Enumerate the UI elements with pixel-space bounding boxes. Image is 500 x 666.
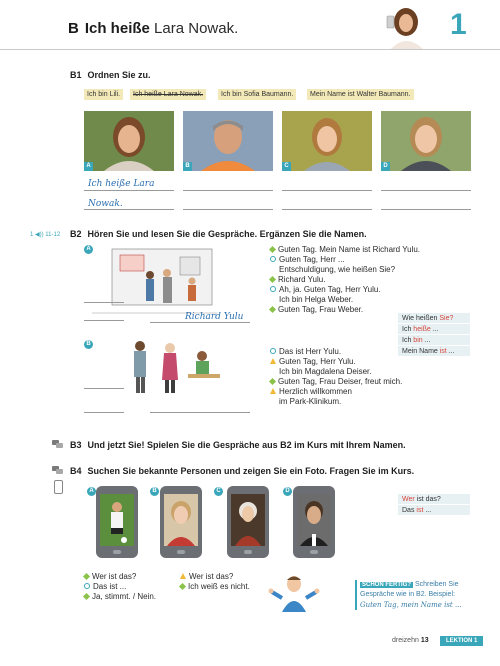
exercise-b2-heading [70, 229, 367, 239]
diamond-marker-icon [179, 583, 186, 590]
tip-row: Ich heiße ... [398, 324, 470, 335]
grammar-tip-box [398, 494, 470, 516]
answer-line[interactable] [150, 322, 250, 323]
handwritten-answer-line-2: Nowak. [88, 199, 123, 209]
phone-home-button [113, 550, 121, 554]
exercise-number: B4 [70, 466, 82, 476]
answer-line[interactable] [84, 412, 124, 413]
page-footer [392, 637, 429, 644]
photo-woman [381, 111, 471, 171]
photo-label-c: C [282, 162, 291, 171]
phone-photo-actor [293, 486, 335, 558]
illustration-handshake [100, 334, 230, 396]
tip-row: Mein Name ist ... [398, 346, 470, 357]
schon-fertig-example: Guten Tag, mein Name ist ... [360, 601, 462, 609]
illustration-label-b: B [84, 340, 93, 349]
triangle-marker-icon [180, 573, 186, 579]
phone-photo-politician [160, 486, 202, 558]
answer-line[interactable] [282, 190, 372, 191]
phone-label-d: D [283, 487, 292, 496]
phone-label-a: A [87, 487, 96, 496]
cartoon-confused-man [268, 572, 320, 612]
dialog-line: Das ist Herr Yulu. [270, 347, 402, 357]
politician-photo [164, 494, 198, 546]
ring-marker-icon [270, 256, 276, 262]
dialog-a [270, 245, 420, 315]
answer-line[interactable] [381, 209, 471, 210]
dialog-b [270, 347, 402, 407]
ring-marker-icon [270, 348, 276, 354]
answer-line[interactable] [381, 190, 471, 191]
triangle-marker-icon [270, 358, 276, 364]
dialog-line: Richard Yulu. [270, 275, 420, 285]
word-chip: Ich bin Sofia Baumann. [218, 89, 296, 100]
ring-marker-icon [84, 583, 90, 589]
dialog-line: Guten Tag, Frau Deiser, freut mich. [270, 377, 402, 387]
dialog-line: Guten Tag, Herr ... [270, 255, 420, 265]
photo-label-d: D [381, 162, 390, 171]
dialog-line: Ah, ja. Guten Tag, Herr Yulu. [270, 285, 420, 295]
exercise-instruction: Suchen Sie bekannte Personen und zeigen Sie ein Foto. Fragen Sie im Kurs. [87, 466, 415, 476]
answer-line[interactable] [282, 209, 372, 210]
tip-row: Wie heißen Sie? [398, 313, 470, 324]
footballer-photo [100, 494, 134, 546]
exercise-instruction: Hören Sie und lesen Sie die Gespräche. Ergänzen Sie die Namen. [87, 229, 367, 239]
photo-young-woman [84, 111, 174, 171]
answer-line[interactable] [84, 190, 174, 191]
diamond-marker-icon [269, 306, 276, 313]
triangle-marker-icon [270, 388, 276, 394]
dialog-b4-right [180, 572, 250, 592]
phone-photo-footballer [96, 486, 138, 558]
photo-older-man [183, 111, 273, 171]
dialog-line: Das ist ... [84, 582, 156, 592]
exercise-b3-heading [70, 440, 406, 450]
word-chip: Ich heiße Lara Nowak. [130, 89, 206, 100]
exercise-number: B1 [70, 70, 82, 80]
answer-line[interactable] [183, 190, 273, 191]
tip-row: Wer ist das? [398, 494, 470, 505]
exercise-number: B2 [70, 229, 82, 239]
exercise-instruction: Ordnen Sie zu. [87, 70, 151, 80]
dialog-line: Entschuldigung, wie heißen Sie? [279, 265, 396, 274]
diamond-marker-icon [269, 246, 276, 253]
dialog-line: Guten Tag, Frau Weber. [270, 305, 420, 315]
dialog-line: Wer ist das? [180, 572, 250, 582]
lesson-tab: LEKTION 1 [440, 636, 483, 646]
illustration-label-a: A [84, 245, 93, 254]
composer-photo [231, 494, 265, 546]
answer-line[interactable] [84, 209, 174, 210]
title-light: Lara Nowak. [154, 20, 239, 37]
header-divider [0, 49, 500, 50]
phone-photo-composer [227, 486, 269, 558]
dialog-line: Guten Tag. Mein Name ist Richard Yulu. [270, 245, 420, 255]
diamond-marker-icon [83, 573, 90, 580]
exercise-instruction: Und jetzt Sie! Spielen Sie die Gespräche aus B2 im Kurs mit Ihrem Namen. [87, 440, 406, 450]
exercise-number: B3 [70, 440, 82, 450]
phone-home-button [310, 550, 318, 554]
photo-girl [282, 111, 372, 171]
dialog-line: im Park-Klinikum. [279, 397, 342, 406]
page-number: 13 [420, 637, 429, 644]
dialog-b4-left [84, 572, 156, 602]
answer-line[interactable] [84, 320, 124, 321]
audio-track-icon[interactable]: 1 ◀)) 11-12 [30, 232, 61, 238]
page-word: dreizehn [392, 637, 419, 644]
photo-label-a: A [84, 162, 93, 171]
phone-label-c: C [214, 487, 223, 496]
diamond-marker-icon [269, 276, 276, 283]
tip-row: Ich bin ... [398, 335, 470, 346]
grammar-tip-box [398, 313, 470, 357]
speech-bubbles-icon [52, 466, 63, 475]
ring-marker-icon [270, 286, 276, 292]
page-title [68, 20, 238, 37]
schon-fertig-tag: SCHON FERTIG? [362, 582, 411, 588]
phone-home-button [177, 550, 185, 554]
tip-bar [355, 580, 357, 610]
phone-label-b: B [150, 487, 159, 496]
exercise-b1-heading [70, 70, 151, 80]
word-chip: Ich bin Lili. [84, 89, 123, 100]
dialog-line: Ich weiß es nicht. [180, 582, 250, 592]
answer-line[interactable] [84, 388, 124, 389]
mobile-phone-icon [54, 480, 63, 494]
dialog-line: Wer ist das? [84, 572, 156, 582]
phone-home-button [244, 550, 252, 554]
speech-bubbles-icon [52, 440, 63, 449]
tip-row: Das ist ... [398, 505, 470, 516]
diamond-marker-icon [269, 378, 276, 385]
schon-fertig-box: SCHON FERTIG? Schreiben Sie Gespräche wie in B2. Beispiel: Guten Tag, mein Name ist ... [360, 581, 462, 609]
lesson-number: 1 [450, 8, 467, 41]
dialog-line: Ich bin Helga Weber. [279, 295, 354, 304]
answer-line[interactable] [183, 209, 273, 210]
title-bold: Ich heiße [84, 20, 150, 37]
photo-label-b: B [183, 162, 192, 171]
handwritten-name: Richard Yulu [185, 312, 244, 322]
handwritten-answer-line-1: Ich heiße Lara [88, 179, 155, 189]
schon-fertig-line: Gespräche wie in B2. Beispiel: [360, 591, 455, 598]
actor-photo [297, 494, 331, 546]
dialog-line: Ich bin Magdalena Deiser. [279, 367, 372, 376]
answer-line[interactable] [84, 302, 124, 303]
dialog-line: Herzlich willkommen [270, 387, 402, 397]
diamond-marker-icon [83, 593, 90, 600]
exercise-b4-heading [70, 466, 414, 476]
dialog-line: Guten Tag, Herr Yulu. [270, 357, 402, 367]
section-letter: B [68, 20, 79, 37]
answer-line[interactable] [150, 412, 250, 413]
word-chip: Mein Name ist Walter Baumann. [307, 89, 414, 100]
header-photo [372, 4, 434, 50]
dialog-line: Ja, stimmt. / Nein. [84, 592, 156, 602]
